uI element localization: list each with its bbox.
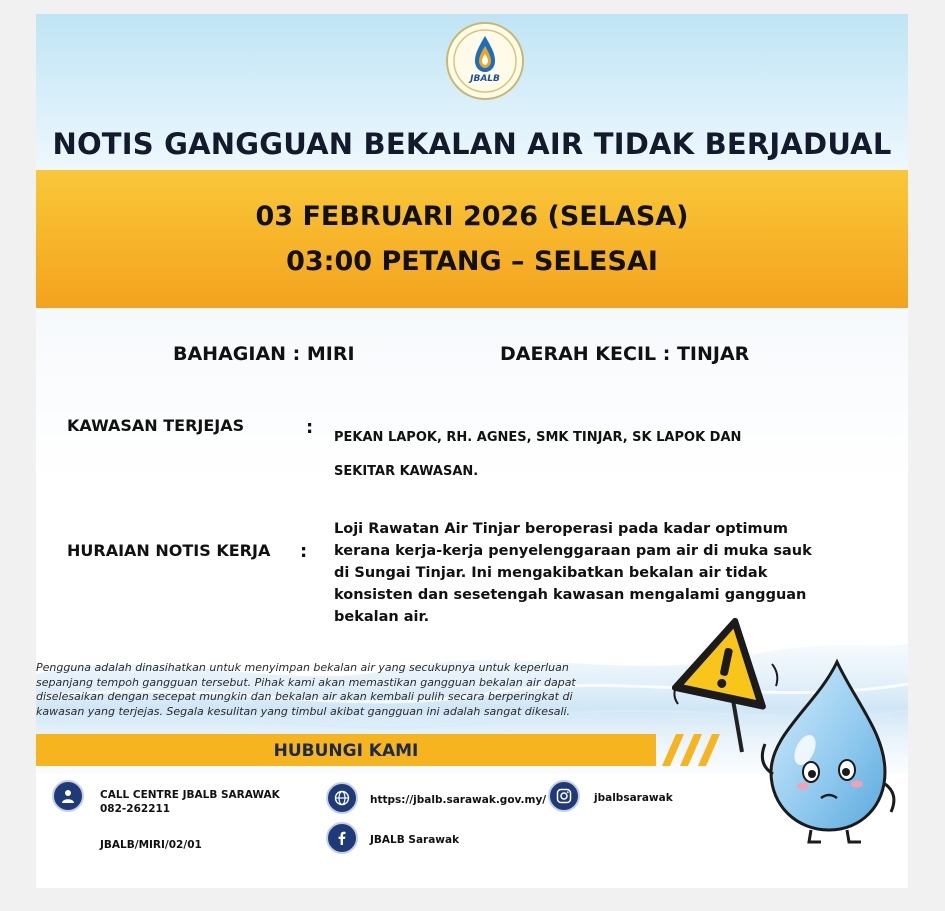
work-description-label: HURAIAN NOTIS KERJA <box>67 541 271 560</box>
phone-contact-icon <box>52 780 84 812</box>
disruption-date: 03 FEBRUARI 2026 (SELASA) <box>255 201 689 232</box>
water-drop-mascot <box>749 654 899 844</box>
page-title: NOTIS GANGGUAN BEKALAN AIR TIDAK BERJADUAL <box>52 127 892 161</box>
phone-number[interactable]: 082-262211 <box>100 803 171 815</box>
call-centre-label: CALL CENTRE JBALB SARAWAK <box>100 789 280 801</box>
jbalb-logo <box>446 22 524 100</box>
work-description-text <box>334 518 814 628</box>
description-line: Loji Rawatan Air Tinjar beroperasi pada kadar optimum <box>334 521 789 537</box>
facebook-icon <box>326 822 358 854</box>
division-label: BAHAGIAN : MIRI <box>173 343 355 365</box>
contact-title: HUBUNGI KAMI <box>273 741 419 761</box>
description-colon: : <box>300 541 308 562</box>
affected-area-label: KAWASAN TERJEJAS <box>67 416 245 435</box>
globe-icon <box>326 782 358 814</box>
affected-area-line: SEKITAR KAWASAN. <box>334 464 479 479</box>
facebook-link[interactable]: JBALB Sarawak <box>370 834 460 846</box>
reference-number: JBALB/MIRI/02/01 <box>100 839 202 851</box>
advisory-line: kawasan yang terjejas. Segala kesulitan yang timbul akibat gangguan ini adalah sangat dikesali. <box>36 704 571 718</box>
affected-area-value <box>334 421 804 489</box>
affected-colon: : <box>306 417 314 438</box>
website-link[interactable]: https://jbalb.sarawak.gov.my/ <box>370 794 547 806</box>
advisory-line: diselesaikan dengan secepat mungkin dan bekalan air akan kembali pulih secara berperingkat di <box>36 690 573 703</box>
description-line: bekalan air. <box>334 609 430 625</box>
advisory-line: Pengguna adalah dinasihatkan untuk menyimpan bekalan air yang secukupnya untuk keperluan <box>36 661 569 674</box>
description-line: konsisten dan sesetengah kawasan mengalami gangguan <box>334 587 807 603</box>
affected-area-line: PEKAN LAPOK, RH. AGNES, SMK TINJAR, SK LAPOK DAN <box>334 430 742 445</box>
call-centre-info <box>100 788 280 816</box>
instagram-link[interactable]: jbalbsarawak <box>594 792 673 804</box>
advisory-line: sepanjang tempoh gangguan tersebut. Pihak kami akan memastikan gangguan bekalan air dapat <box>36 675 576 689</box>
disruption-time: 03:00 PETANG – SELESAI <box>286 246 658 277</box>
advisory-text <box>36 661 658 719</box>
instagram-icon <box>548 780 580 812</box>
description-line: di Sungai Tinjar. Ini mengakibatkan bekalan air tidak <box>334 565 768 581</box>
logo-text: JBALB <box>470 74 500 84</box>
district-label: DAERAH KECIL : TINJAR <box>500 343 750 365</box>
schedule-band <box>36 170 908 308</box>
notice-poster <box>36 14 908 888</box>
description-line: kerana kerja-kerja penyelenggaraan pam air di muka sauk <box>334 543 812 559</box>
